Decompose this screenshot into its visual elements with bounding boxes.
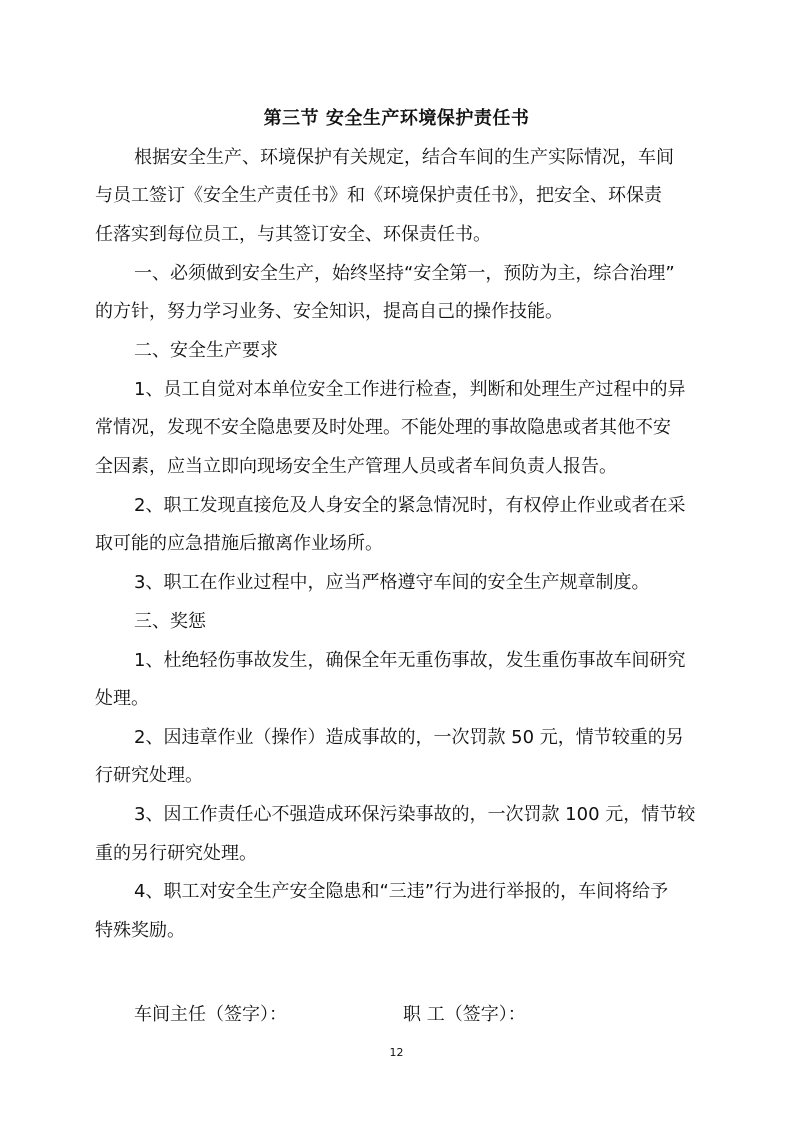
section1-line-2: 的方针，努力学习业务、安全知识，提高自己的操作技能。 [95, 301, 563, 322]
section2-item1-line-3: 全因素，应当立即向现场安全生产管理人员或者车间负责人报告。 [95, 456, 617, 477]
section3-item3-line-1: 3、因工作责任心不强造成环保污染事故的，一次罚款 100 元，情节较 [134, 804, 696, 825]
section3-item2-line-2: 行研究处理。 [95, 765, 203, 786]
page-title: 第三节 安全生产环境保护责任书 [263, 108, 530, 129]
section3-item2-line-1: 2、因违章作业（操作）造成事故的，一次罚款 50 元，情节较重的另 [134, 727, 684, 748]
section3-item1-line-1: 1、杜绝轻伤事故发生，确保全年无重伤事故，发生重伤事故车间研究 [134, 650, 686, 671]
section3-item1-line-2: 处理。 [95, 688, 149, 709]
director-signature-label: 车间主任（签字）： [134, 1004, 287, 1025]
section3-heading: 三、奖惩 [134, 611, 206, 632]
intro-line-1: 根据安全生产、环境保护有关规定，结合车间的生产实际情况，车间 [134, 147, 674, 168]
section2-item2-line-2: 取可能的应急措施后撤离作业场所。 [95, 533, 383, 554]
page-number: 12 [389, 1046, 404, 1059]
employee-signature-label: 职 工（签字）： [403, 1004, 526, 1025]
section2-item1-line-1: 1、员工自觉对本单位安全工作进行检查，判断和处理生产过程中的异 [134, 379, 686, 400]
section2-heading: 二、安全生产要求 [134, 340, 278, 361]
section2-item1-line-2: 常情况，发现不安全隐患要及时处理。不能处理的事故隐患或者其他不安 [95, 417, 671, 438]
section3-item3-line-2: 重的另行研究处理。 [95, 843, 257, 864]
section2-item3-line-1: 3、职工在作业过程中，应当严格遵守车间的安全生产规章制度。 [134, 572, 650, 593]
section3-item4-line-1: 4、职工对安全生产安全隐患和“三违”行为进行举报的，车间将给予 [134, 881, 669, 902]
section1-line-1: 一、必须做到安全生产，始终坚持“安全第一，预防为主，综合治理” [134, 263, 675, 284]
section3-item4-line-2: 特殊奖励。 [95, 920, 185, 941]
intro-line-2: 与员工签订《安全生产责任书》和《环境保护责任书》，把安全、环保责 [95, 185, 662, 206]
intro-line-3: 任落实到每位员工，与其签订安全、环保责任书。 [95, 224, 491, 245]
section2-item2-line-1: 2、职工发现直接危及人身安全的紧急情况时，有权停止作业或者在采 [134, 495, 686, 516]
